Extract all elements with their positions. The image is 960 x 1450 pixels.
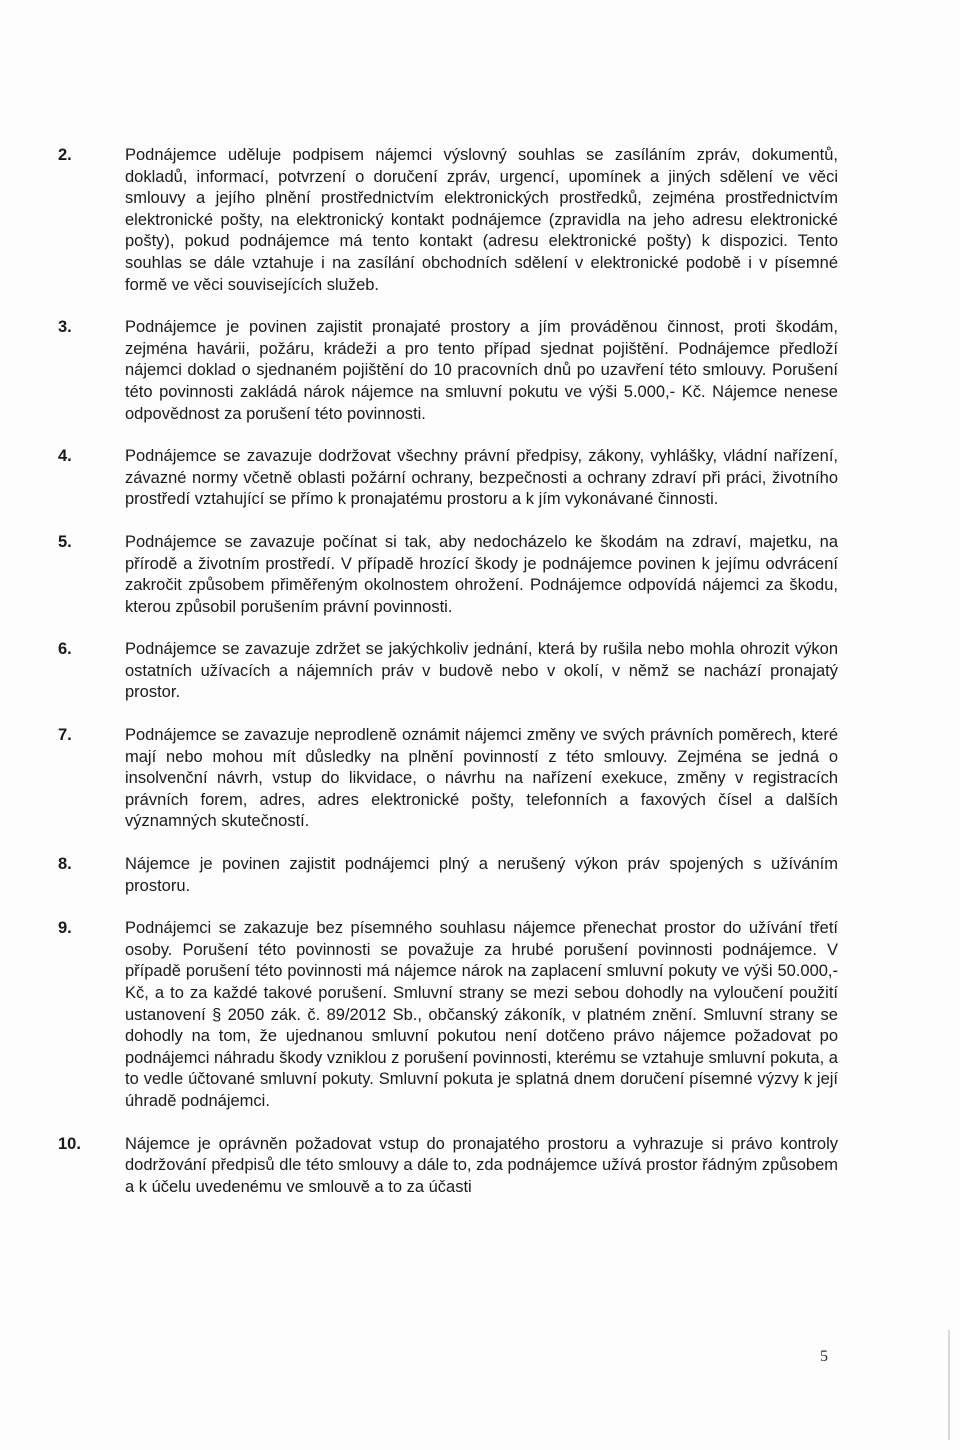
clause-text: Podnájemci se zakazuje bez písemného souhlasu nájemce přenechat prostor do užívání třetí osoby. Porušení této povinnosti se považuje za hrubé porušení povinnosti podnájemce. V případě porušení této povinnosti má nájemce nárok na zaplacení smluvní pokuty ve výši 50.000,- Kč, a to za každé takové porušení. Smluvní strany se mezi sebou dohodly na vyloučení použití ustanovení § 2050 zák. č. 89/2012 Sb., občanský zákoník, v platném znění. Smluvní strany se dohodly na tom, že ujednanou smluvní pokutou není dotčeno právo nájemce požadovat po podnájemci náhradu škody vzniklou z porušení povinnosti, kterému se vztahuje smluvní pokuta, a to vedle účtované smluvní pokuty. Smluvní pokuta je splatná dnem doručení písemné výzvy k její úhradě podnájemci. — [125, 919, 838, 1110]
clause-7 — [58, 725, 838, 833]
clause-5 — [58, 532, 838, 618]
clause-number: 8. — [58, 855, 72, 874]
clause-list — [58, 145, 838, 1219]
clause-4 — [58, 446, 838, 511]
clause-text: Nájemce je oprávněn požadovat vstup do pronajatého prostoru a vyhrazuje si právo kontroly dodržování předpisů dle této smlouvy a dále to, zda podnájemce užívá prostor řádným způsobem a k účelu uvedenému ve smlouvě a to za účasti — [125, 1134, 838, 1196]
scan-edge-line — [948, 1330, 950, 1440]
clause-number: 5. — [58, 532, 72, 551]
clause-number: 10. — [58, 1134, 81, 1153]
clause-number: 4. — [58, 447, 72, 466]
page-number: 5 — [820, 1348, 828, 1365]
clause-number: 7. — [58, 726, 72, 745]
clause-6 — [58, 639, 838, 704]
clause-8 — [58, 854, 838, 897]
clause-number: 3. — [58, 318, 72, 337]
clause-10 — [58, 1134, 838, 1199]
clause-text: Podnájemce se zavazuje počínat si tak, aby nedocházelo ke škodám na zdraví, majetku, na přírodě a životním prostředí. V případě hrozící škody je podnájemce povinen k jejímu odvrácení zakročit způsobem přiměřeným okolnostem ohrožení. Podnájemce odpovídá nájemci za škodu, kterou způsobil porušením právní povinnosti. — [125, 532, 838, 616]
clause-2 — [58, 145, 838, 296]
clause-3 — [58, 317, 838, 425]
clause-text: Nájemce je povinen zajistit podnájemci plný a nerušený výkon práv spojených s užíváním prostoru. — [125, 855, 838, 895]
clause-text: Podnájemce se zavazuje neprodleně oznámit nájemci změny ve svých právních poměrech, které mají nebo mohou mít důsledky na plnění povinností z této smlouvy. Zejména se jedná o insolvenční návrh, vstup do likvidace, o návrhu na nařízení exekuce, změny v registracích právních forem, adres, adres elektronické pošty, telefonních a faxových čísel a dalších významných skutečností. — [125, 726, 838, 831]
clause-9 — [58, 918, 838, 1112]
clause-text: Podnájemce uděluje podpisem nájemci výslovný souhlas se zasíláním zpráv, dokumentů, dokladů, informací, potvrzení o doručení zpráv, urgencí, upomínek a jiných sdělení ve věci smlouvy a jejího plnění prostřednictvím elektronických prostředků, zejména prostřednictvím elektronické pošty, na elektronický kontakt podnájemce (zpravidla na jeho adresu elektronické pošty), pokud podnájemce má tento kontakt (adresu elektronické pošty) k dispozici. Tento souhlas se dále vztahuje i na zasílání obchodních sdělení v elektronické podobě i v písemné formě ve věci souvisejících služeb. — [125, 146, 838, 294]
clause-text: Podnájemce se zavazuje dodržovat všechny právní předpisy, zákony, vyhlášky, vládní nařízení, závazné normy včetně oblasti požární ochrany, bezpečnosti a ochrany zdraví při práci, životního prostředí vztahující se přímo k pronajatému prostoru a k jím vykonávané činnosti. — [125, 447, 838, 509]
clause-number: 2. — [58, 146, 72, 164]
clause-text: Podnájemce je povinen zajistit pronajaté prostory a jím prováděnou činnost, proti škodám, zejména havárii, požáru, krádeži a pro tento případ sjednat pojištění. Podnájemce předloží nájemci doklad o sjednaném pojištění do 10 pracovních dnů po uzavření této smlouvy. Porušení této povinnosti zakládá nárok nájemce na smluvní pokutu ve výši 5.000,- Kč. Nájemce nenese odpovědnost za porušení této povinnosti. — [125, 318, 838, 423]
clause-text: Podnájemce se zavazuje zdržet se jakýchkoliv jednání, která by rušila nebo mohla ohrozit výkon ostatních užívacích a nájemních práv v budově nebo v okolí, v němž se nachází pronajatý prostor. — [125, 640, 838, 702]
clause-number: 9. — [58, 919, 72, 938]
clause-number: 6. — [58, 640, 72, 659]
